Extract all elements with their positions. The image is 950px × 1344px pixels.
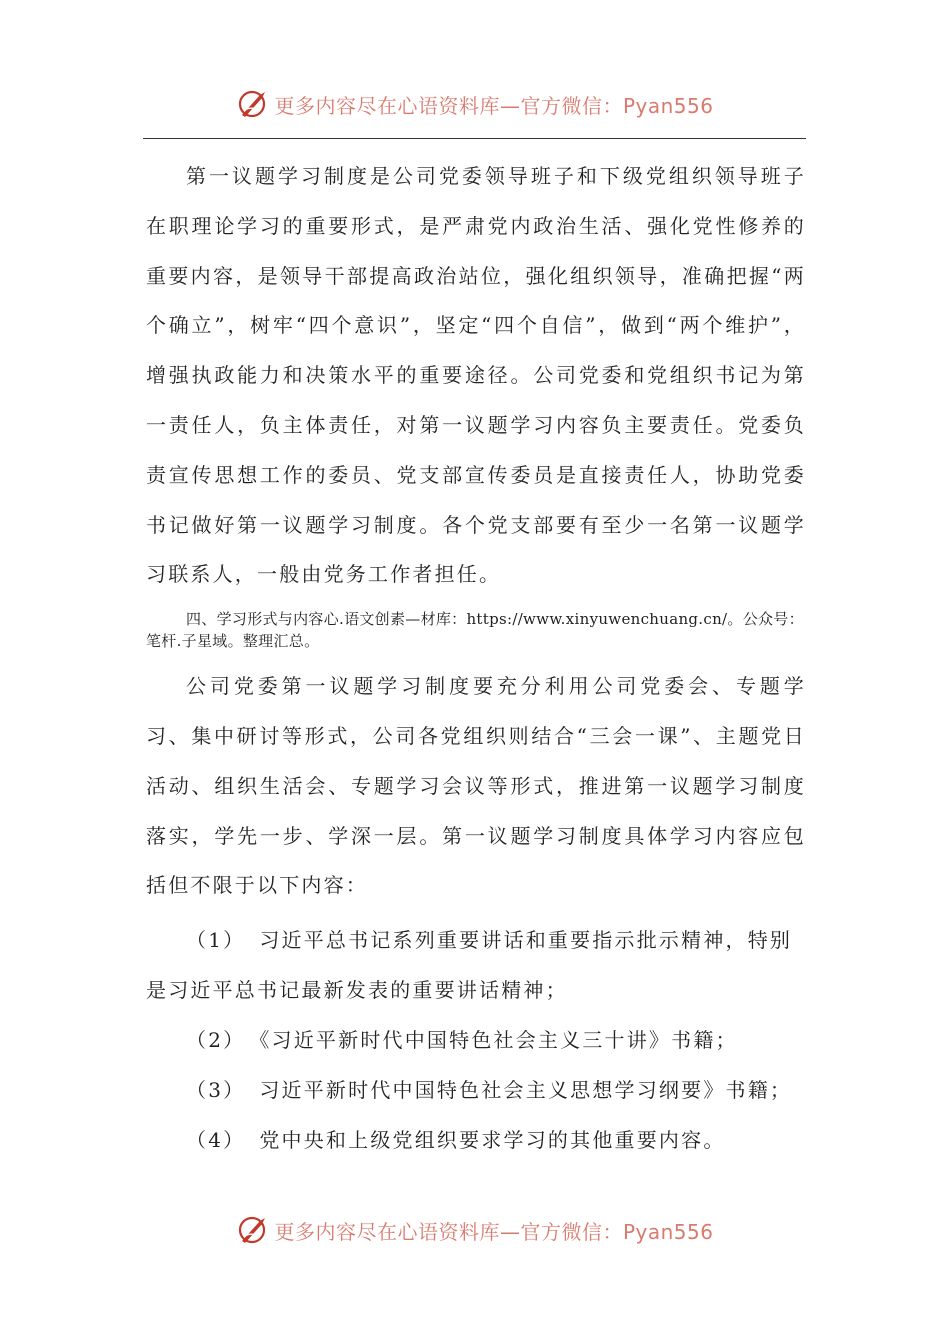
list-item-number: （3） — [186, 1078, 246, 1103]
list-item-text: 习近平新时代中国特色社会主义思想学习纲要》书籍； — [259, 1078, 793, 1103]
footer-banner-text: 更多内容尽在心语资料库—官方微信：Pyan556 — [274, 1219, 714, 1244]
header-divider — [143, 138, 806, 139]
footer-banner — [0, 1210, 950, 1250]
paragraph-2: 公司党委第一议题学习制度要充分利用公司党委会、专题学习、集中研讨等形式，公司各党组织则结合“三会一课”、主题党日活动、组织生活会、专题学习会议等形式，推进第一议题学习制度落实，学先一步、学深一层。第一议题学习制度具体学习内容应包括但不限于以下内容： — [146, 674, 806, 898]
section-heading: 四、学习形式与内容心.语文创素—材库：https://www.xinyuwenchuang.cn/。公众号：笔杆.子星域。整理汇总。 — [146, 610, 804, 651]
list-item — [146, 1115, 806, 1165]
header-banner — [0, 84, 950, 124]
list-item-number: （1） — [186, 928, 246, 953]
list-item-number: （4） — [186, 1128, 246, 1153]
list-item — [146, 1015, 806, 1065]
paragraph-1: 第一议题学习制度是公司党委领导班子和下级党组织领导班子在职理论学习的重要形式，是严肃党内政治生活、强化党性修养的重要内容，是领导干部提高政治站位，强化组织领导，准确把握“两个确立”，树牢“四个意识”，坚定“四个自信”，做到“两个维护”，增强执政能力和决策水平的重要途径。公司党委和党组织书记为第一责任人，负主体责任，对第一议题学习内容负主要责任。党委负责宣传思想工作的委员、党支部宣传委员是直接责任人，协助党委书记做好第一议题学习制度。各个党支部要有至少一名第一议题学习联系人，一般由党务工作者担任。 — [146, 164, 806, 587]
study-content-list — [146, 915, 806, 1165]
list-item — [146, 915, 806, 1015]
list-item-text: 党中央和上级党组织要求学习的其他重要内容。 — [259, 1128, 726, 1153]
document-body — [146, 152, 806, 1165]
list-item — [146, 1065, 806, 1115]
list-item-text: 《习近平新时代中国特色社会主义三十讲》书籍； — [259, 1028, 738, 1053]
header-banner-text: 更多内容尽在心语资料库—官方微信：Pyan556 — [274, 93, 714, 118]
pen-nib-logo-icon — [236, 87, 270, 121]
pen-nib-logo-icon — [236, 1213, 270, 1247]
list-item-number: （2） — [186, 1028, 246, 1053]
list-item-text: 习近平总书记系列重要讲话和重要指示批示精神，特别是习近平总书记最新发表的重要讲话精神； — [146, 928, 793, 1003]
